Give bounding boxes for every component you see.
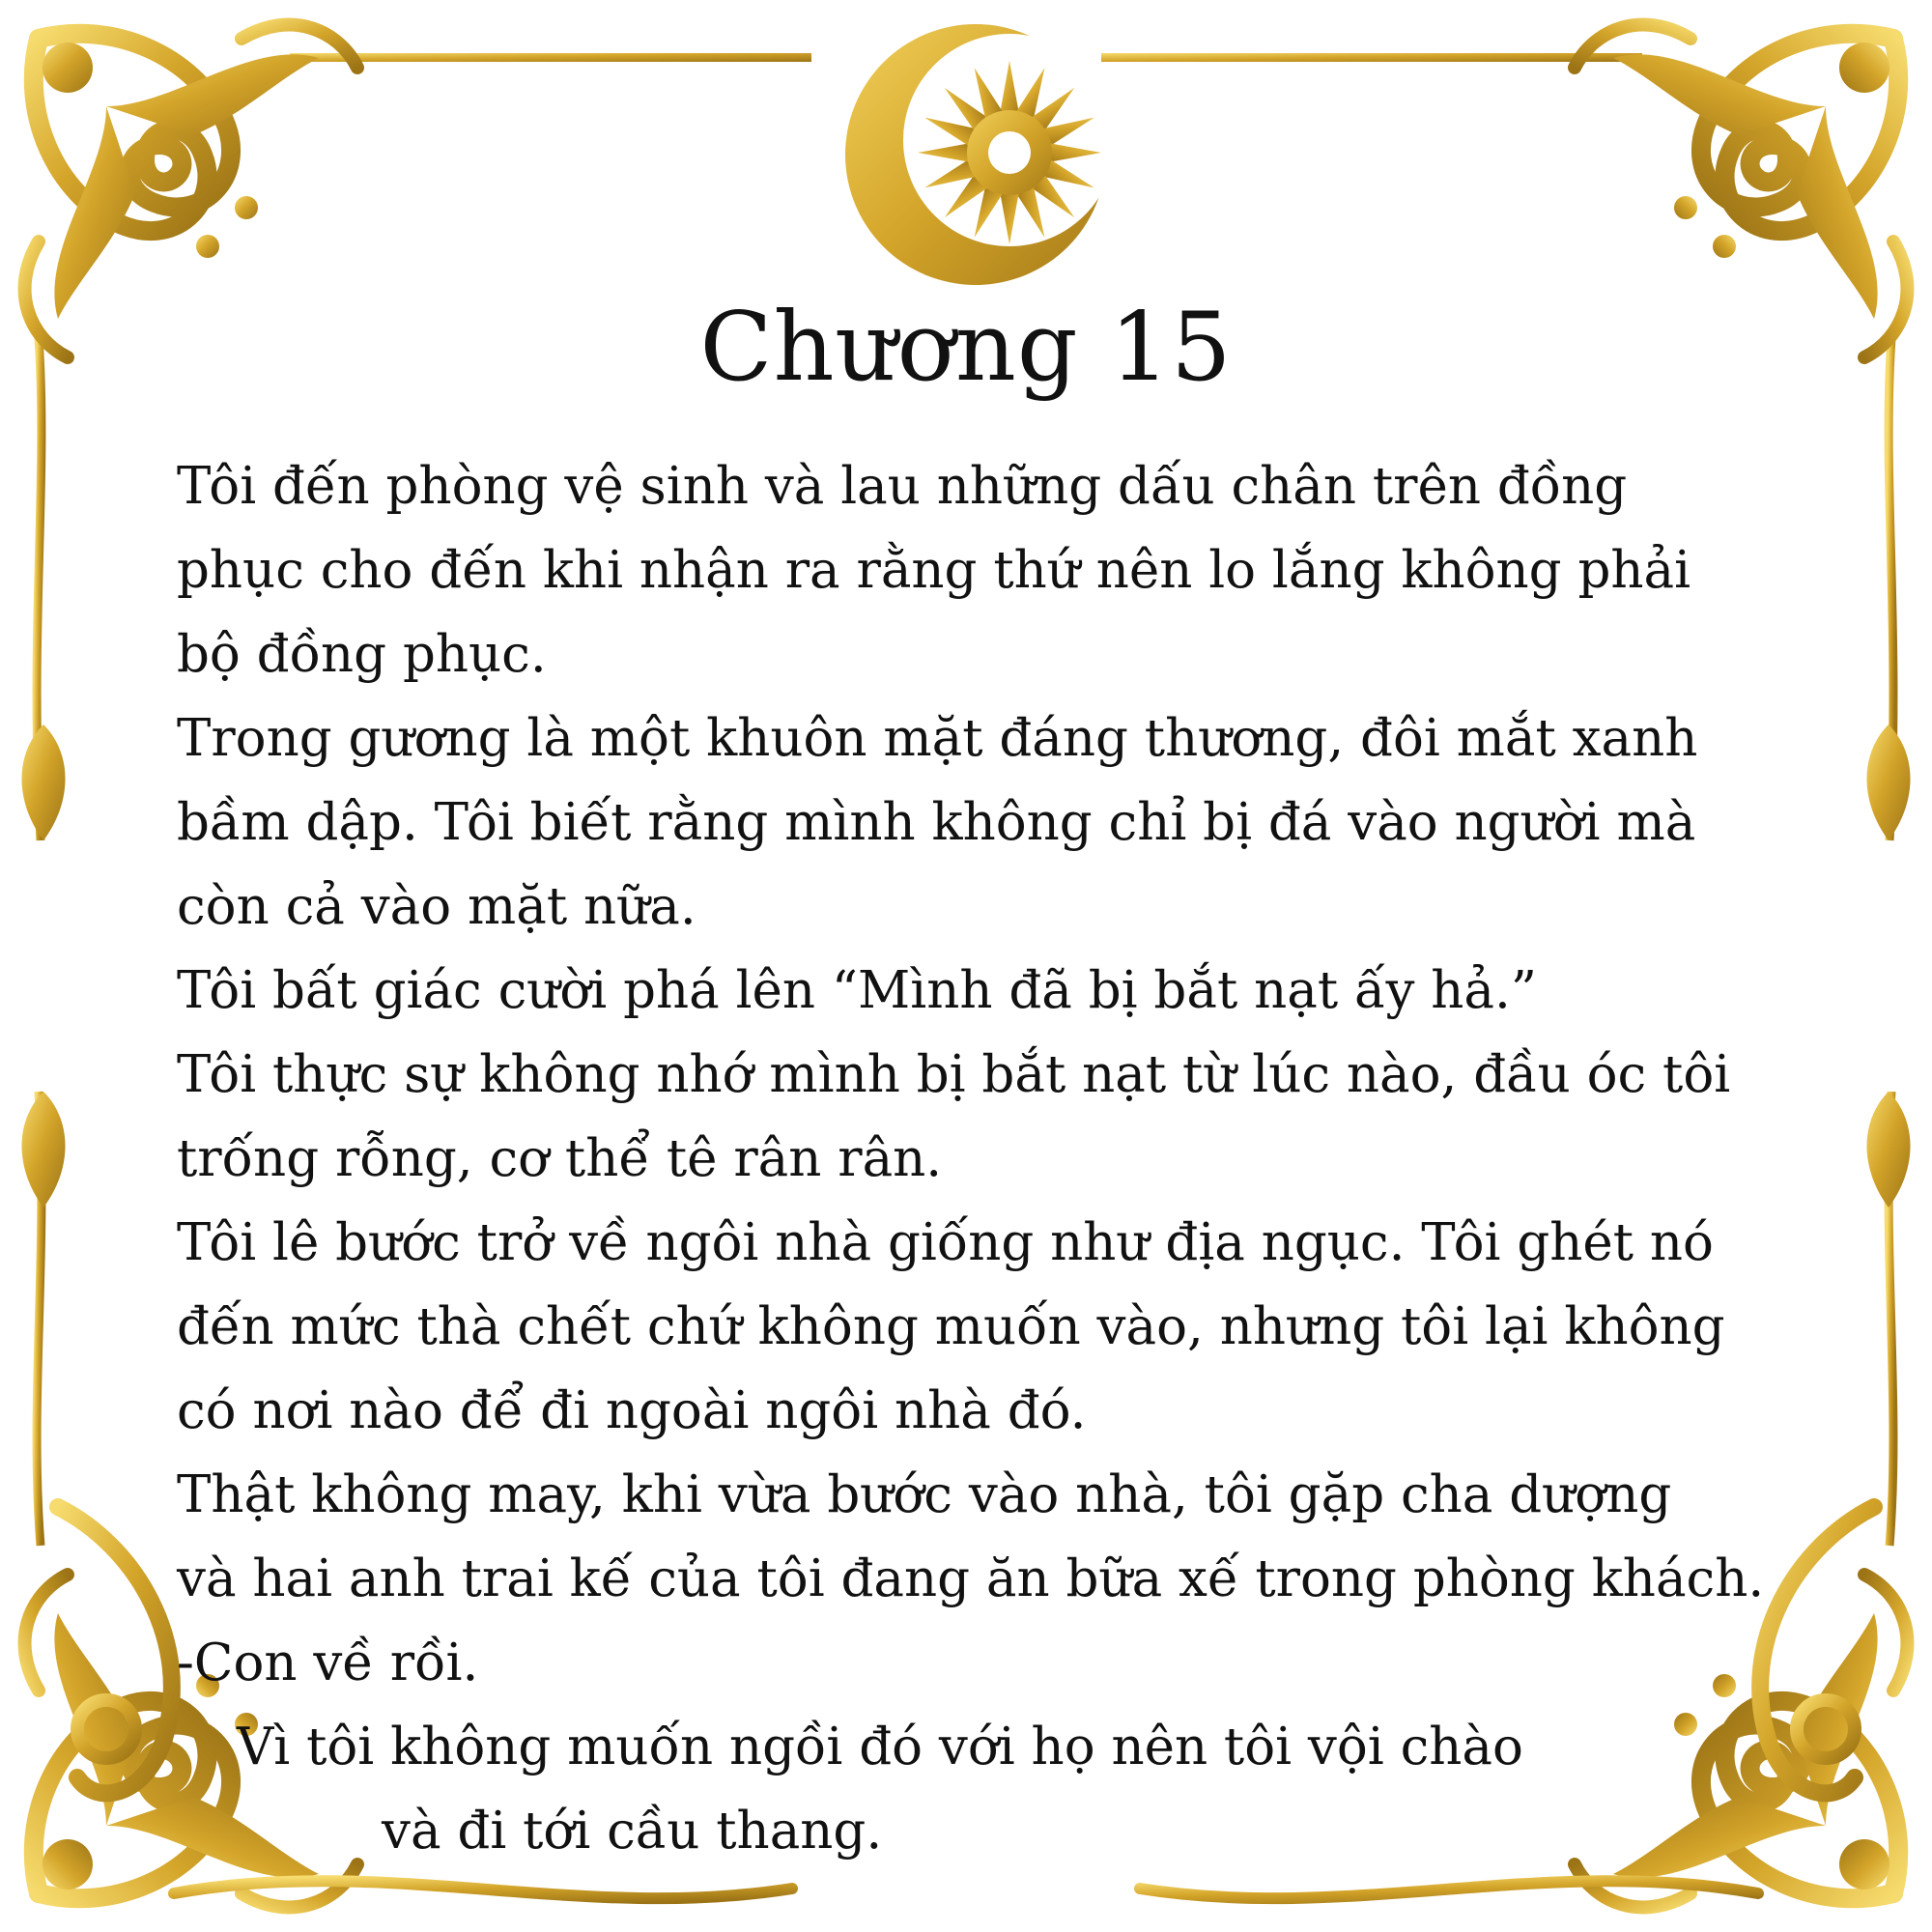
body-line: và hai anh trai kế của tôi đang ăn bữa xế trong phòng khách. bbox=[177, 1549, 1765, 1608]
body-line: Trong gương là một khuôn mặt đáng thương, đôi mắt xanh bbox=[177, 709, 1698, 768]
body-line: và đi tới cầu thang. bbox=[382, 1802, 883, 1861]
chapter-title: Chương 15 bbox=[699, 293, 1233, 403]
body-line: Thật không may, khi vừa bước vào nhà, tôi gặp cha dượng bbox=[177, 1465, 1672, 1524]
chapter-body bbox=[177, 444, 1916, 1873]
body-line: Tôi lê bước trở về ngôi nhà giống như địa ngục. Tôi ghét nó bbox=[177, 1213, 1714, 1272]
body-line: Tôi đến phòng vệ sinh và lau những dấu chân trên đồng bbox=[177, 457, 1628, 516]
body-line: bộ đồng phục. bbox=[177, 625, 547, 684]
body-line: đến mức thà chết chứ không muốn vào, nhưng tôi lại không bbox=[177, 1297, 1725, 1356]
body-line: Tôi thực sự không nhớ mình bị bắt nạt từ lúc nào, đầu óc tôi bbox=[177, 1045, 1731, 1104]
body-line: có nơi nào để đi ngoài ngôi nhà đó. bbox=[177, 1381, 1087, 1440]
body-line: Tôi bất giác cười phá lên “Mình đã bị bắt nạt ấy hả.” bbox=[177, 961, 1537, 1020]
body-line: còn cả vào mặt nữa. bbox=[177, 877, 696, 936]
body-line: phục cho đến khi nhận ra rằng thứ nên lo lắng không phải bbox=[177, 541, 1691, 600]
body-line: trống rỗng, cơ thể tê rân rân. bbox=[177, 1129, 943, 1188]
body-line: bầm dập. Tôi biết rằng mình không chỉ bị đá vào người mà bbox=[177, 793, 1696, 852]
body-line: -Con về rồi. bbox=[177, 1634, 479, 1692]
crescent-moon-sun-icon bbox=[831, 10, 1121, 299]
body-line: Vì tôi không muốn ngồi đó với họ nên tôi vội chào bbox=[237, 1718, 1523, 1776]
